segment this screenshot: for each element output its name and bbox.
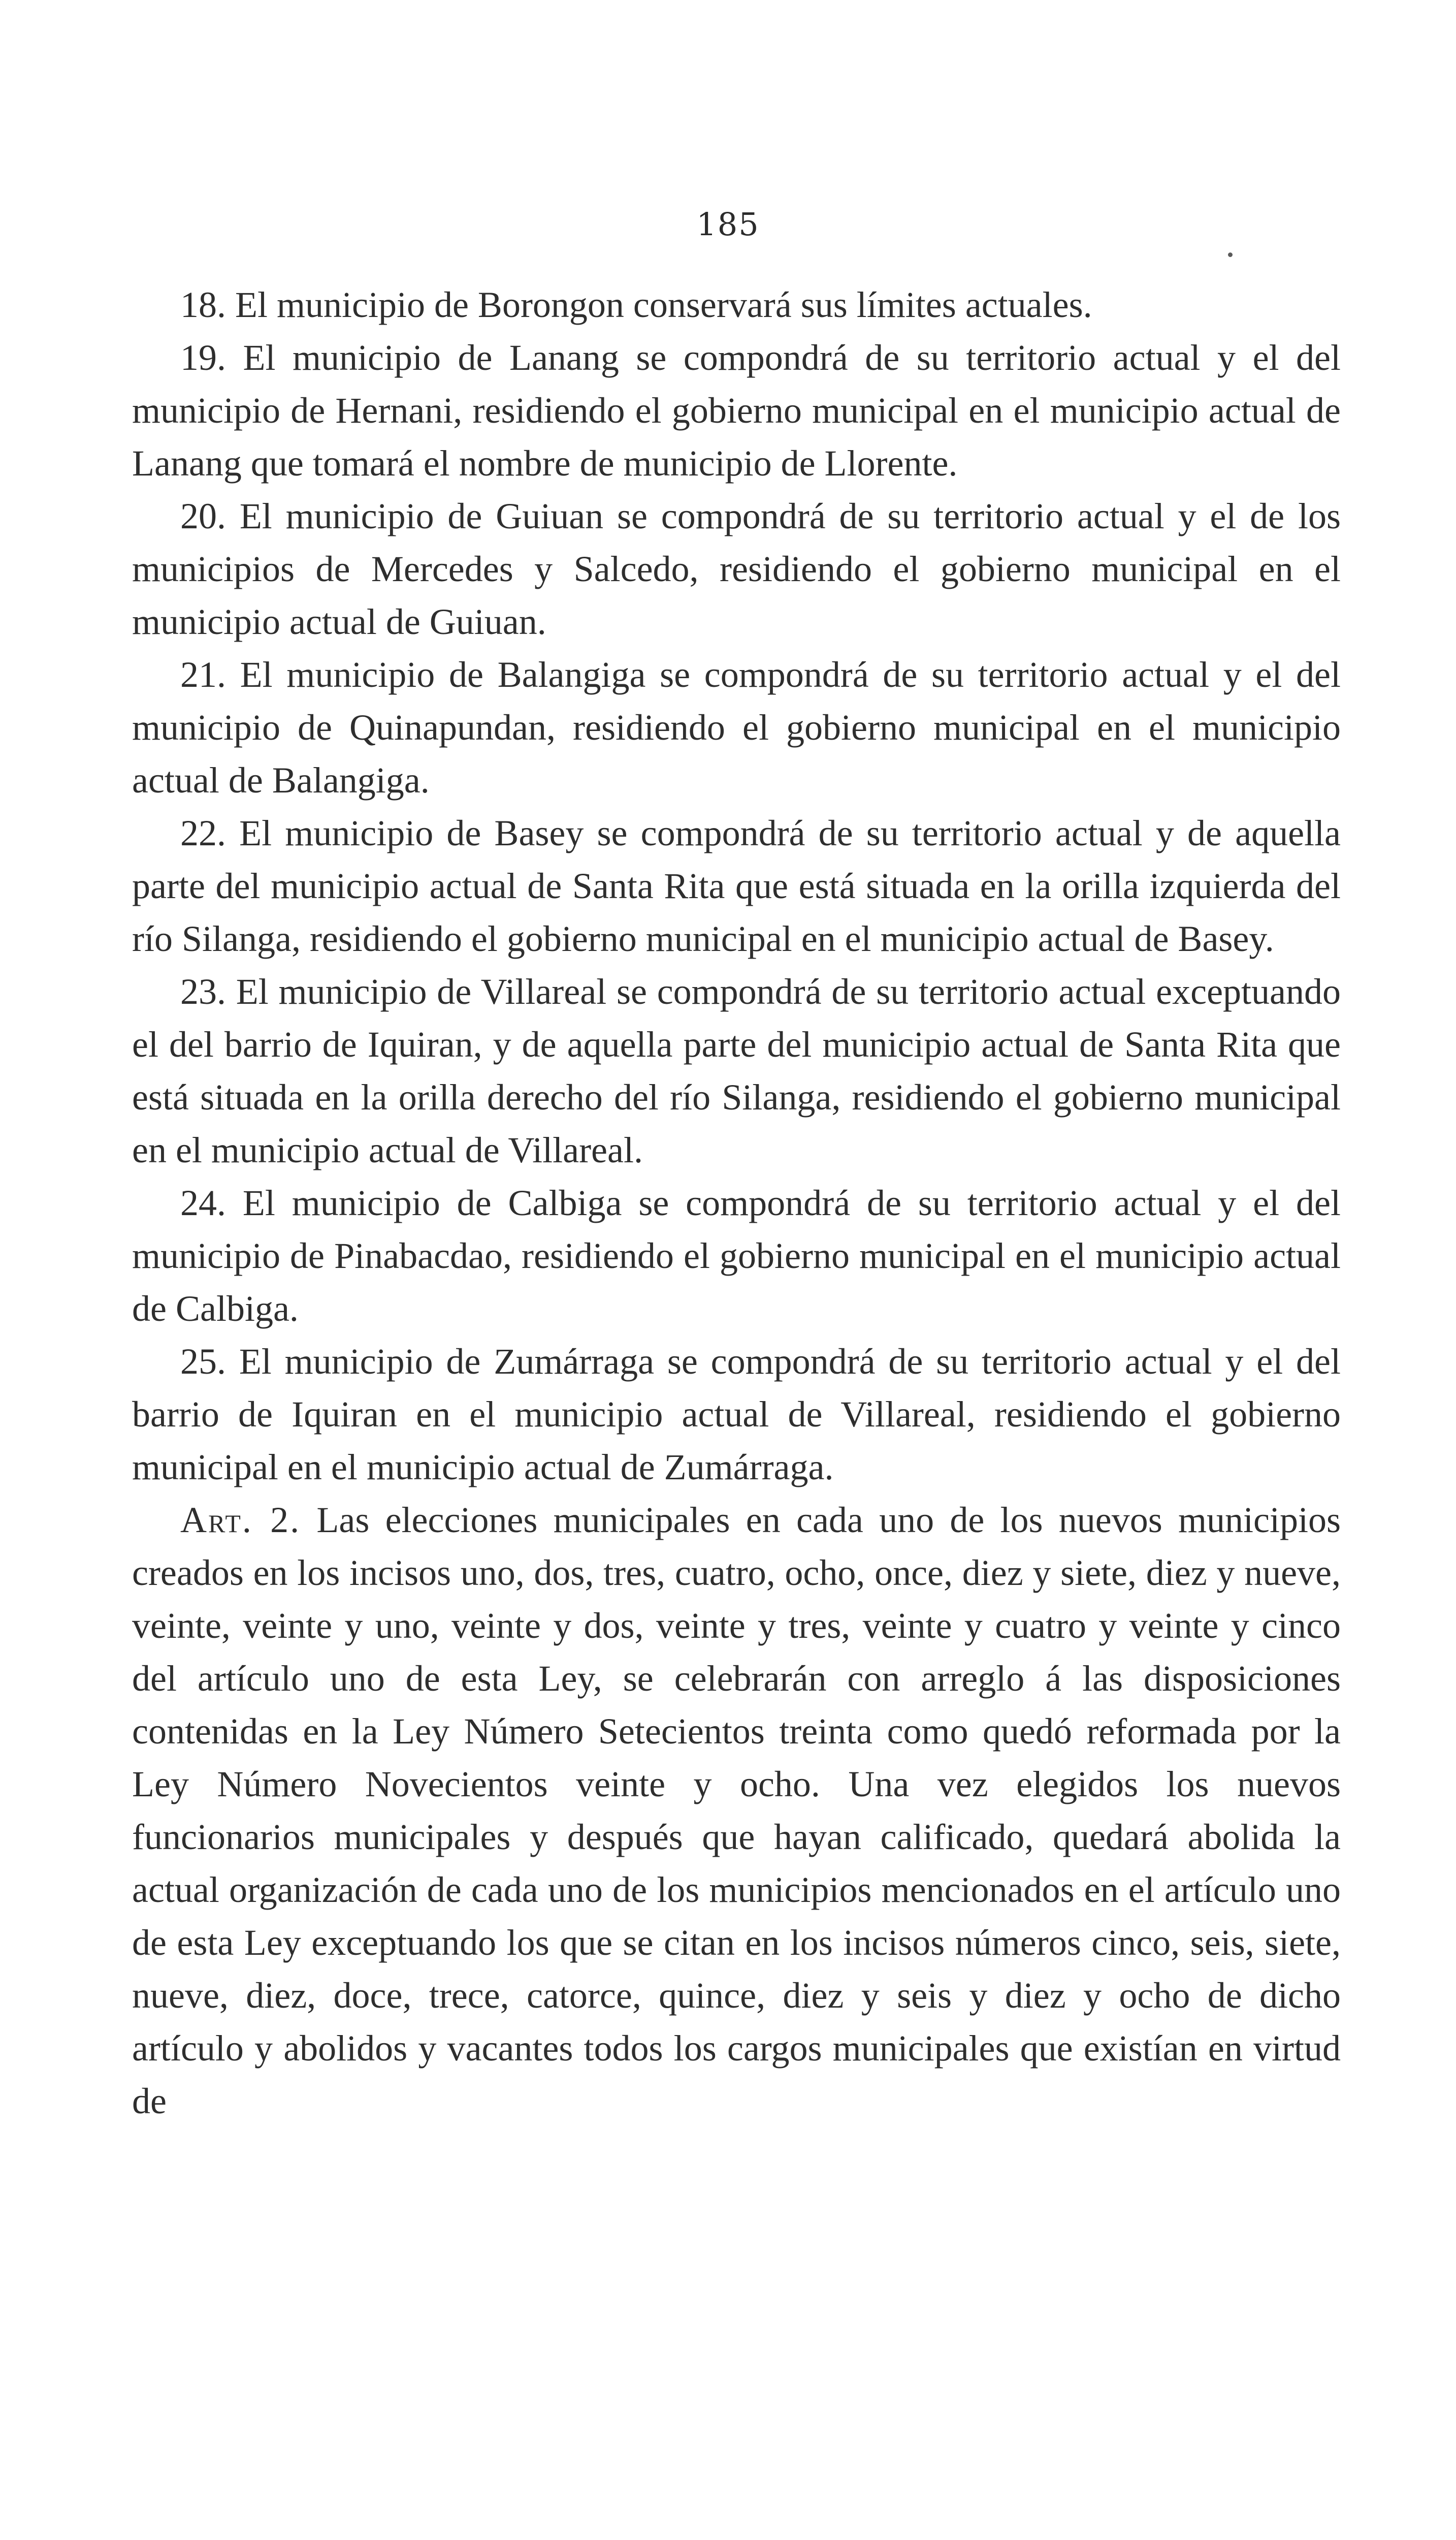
article-label: Art. 2. <box>180 1500 301 1540</box>
paragraph-22: 22. El municipio de Basey se compondrá de su territorio actual y de aquella parte del municipio actual de Santa Rita que está situada en la orilla izquierda del río Silanga, residiendo el gobierno municipal en el municipio actual de Basey. <box>132 813 1341 959</box>
paragraph-20: 20. El municipio de Guiuan se compondrá de su territorio actual y el de los municipios de Mercedes y Salcedo, residiendo el gobierno municipal en el municipio actual de Guiuan. <box>132 496 1341 642</box>
article-2 <box>132 1494 1341 2128</box>
body-text <box>132 278 1341 2128</box>
article-text: Las elecciones municipales en cada uno de los nuevos municipios creados en los incisos uno, dos, tres, cuatro, ocho, once, diez y siete, diez y nueve, veinte, veinte y uno, veinte y dos, veinte y tres, veinte y cuatro y veinte y cinco del artículo uno de esta Ley, se celebrarán con arreglo á las disposiciones contenidas en la Ley Número Setecientos treinta como quedó reformada por la Ley Número Novecientos veinte y ocho. Una vez elegidos los nuevos funcionarios municipales y después que hayan calificado, quedará abolida la actual organización de cada uno de los municipios mencionados en el artículo uno de esta Ley exceptuando los que se citan en los incisos números cinco, seis, siete, nueve, diez, doce, trece, catorce, quince, diez y seis y diez y ocho de dicho artículo y abolidos y vacantes todos los cargos municipales que existían en virtud de <box>132 1500 1341 2121</box>
paragraph-23: 23. El municipio de Villareal se compondrá de su territorio actual exceptuando el del barrio de Iquiran, y de aquella parte del municipio actual de Santa Rita que está situada en la orilla derecho del río Silanga, residiendo el gobierno municipal en el municipio actual de Villareal. <box>132 971 1341 1170</box>
paragraph-19: 19. El municipio de Lanang se compondrá de su territorio actual y el del municipio de Hernani, residiendo el gobierno municipal en el municipio actual de Lanang que tomará el nombre de municipio de Llorente. <box>132 337 1341 484</box>
paragraph-18: 18. El municipio de Borongon conservará sus límites actuales. <box>180 284 1092 325</box>
paragraph-24: 24. El municipio de Calbiga se compondrá de su territorio actual y el del municipio de Pinabacdao, residiendo el gobierno municipal en el municipio actual de Calbiga. <box>132 1183 1341 1329</box>
page-number: 185 <box>696 206 760 243</box>
paragraph-25: 25. El municipio de Zumárraga se compondrá de su territorio actual y el del barrio de Iquiran en el municipio actual de Villareal, residiendo el gobierno municipal en el municipio actual de Zumárraga. <box>132 1341 1341 1487</box>
print-speck <box>1228 252 1233 257</box>
paragraph-21: 21. El municipio de Balangiga se compondrá de su territorio actual y el del municipio de Quinapundan, residiendo el gobierno municipal en el municipio actual de Balangiga. <box>132 654 1341 801</box>
